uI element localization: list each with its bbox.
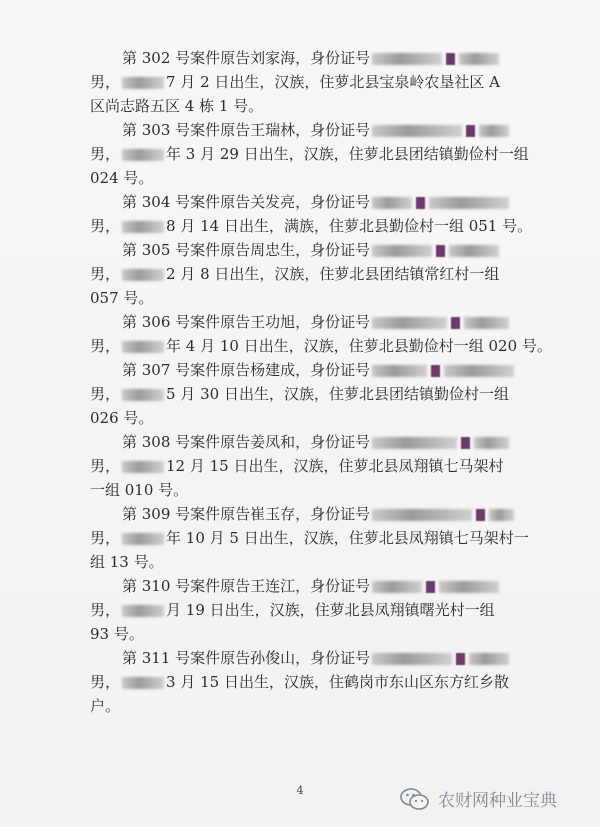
case-heading-text: 第 311 号案件原告孙俊山，身份证号 [122,649,371,667]
redacted-id-number [439,581,499,593]
birth-address-text: 3 月 15 日出生，汉族，住鹤岗市东山区东方红乡散 [166,673,509,691]
gender-text: 男， [90,217,121,235]
redacted-id-number [372,53,442,65]
gender-text: 男， [90,337,121,355]
case-heading-text: 第 310 号案件原告王连江，身份证号 [122,577,371,595]
entry-heading-line [90,358,540,382]
redacted-id-number [372,125,462,137]
redaction-mark [446,53,455,65]
redaction-mark [416,197,425,209]
plaintiff-entry [90,190,540,238]
wechat-icon [400,788,430,810]
watermark-text: 农财网种业宝典 [438,791,557,811]
entry-address-line: 一组 010 号。 [90,481,189,499]
gender-text: 男， [90,601,121,619]
redacted-id-number [372,317,447,329]
plaintiff-entry [90,646,540,718]
redacted-id-number [372,509,472,521]
redacted-id-number [479,125,509,137]
plaintiff-entry [90,118,540,190]
entry-heading-line [90,430,540,454]
redacted-birth-year [122,605,164,617]
redacted-id-number [474,437,509,449]
gender-text: 男， [90,265,121,283]
plaintiff-entry [90,574,540,646]
case-heading-text: 第 307 号案件原告杨建成，身份证号 [122,361,371,379]
entry-address-line: 户。 [90,697,121,715]
entry-heading-line [90,646,540,670]
redacted-birth-year [122,341,164,353]
birth-address-text: 2 月 8 日出生，汉族，住萝北县团结镇常红村一组 [166,265,500,283]
redaction-mark [466,125,475,137]
case-heading-text: 第 303 号案件原告王瑞林，身份证号 [122,121,371,139]
plaintiff-entry [90,430,540,502]
redacted-birth-year [122,269,164,281]
entry-detail-line [90,526,540,550]
plaintiff-list [90,46,552,718]
redacted-birth-year [122,221,164,233]
redacted-birth-year [122,389,164,401]
plaintiff-entry [90,502,540,574]
redacted-id-number [464,317,509,329]
redacted-id-number [449,245,499,257]
entry-address-line: 024 号。 [90,169,154,187]
entry-detail-line [90,262,540,286]
plaintiff-entry [90,310,552,358]
redaction-mark [431,365,440,377]
birth-address-text: 8 月 14 日出生，满族，住萝北县勤俭村一组 051 号。 [166,217,533,235]
gender-text: 男， [90,145,121,163]
birth-address-text: 月 19 日出生，汉族，住萝北县凤翔镇曙光村一组 [166,601,495,619]
redacted-birth-year [122,533,164,545]
entry-address-line: 区尚志路五区 4 栋 1 号。 [90,97,264,115]
redacted-id-number [469,653,509,665]
entry-heading-line [90,238,540,262]
gender-text: 男， [90,73,121,91]
gender-text: 男， [90,673,121,691]
redacted-id-number [372,245,432,257]
redaction-mark [436,245,445,257]
birth-address-text: 年 3 月 29 日出生，汉族，住萝北县团结镇勤俭村一组 [166,145,529,163]
birth-address-text: 年 4 月 10 日出生，汉族，住萝北县勤俭村一组 020 号。 [166,337,552,355]
entry-heading-line [90,190,540,214]
case-heading-text: 第 306 号案件原告王功旭，身份证号 [122,313,371,331]
birth-address-text: 5 月 30 日出生，汉族，住萝北县团结镇勤俭村一组 [166,385,509,403]
entry-address-line: 组 13 号。 [90,553,164,571]
entry-detail-line [90,334,552,358]
gender-text: 男， [90,529,121,547]
gender-text: 男， [90,385,121,403]
entry-detail-line [90,142,540,166]
entry-heading-line [90,46,540,70]
case-heading-text: 第 305 号案件原告周忠生，身份证号 [122,241,371,259]
entry-detail-line [90,382,540,406]
plaintiff-entry [90,358,540,430]
entry-detail-line [90,670,540,694]
redacted-birth-year [122,149,164,161]
plaintiff-entry [90,46,540,118]
watermark [400,786,557,811]
plaintiff-entry [90,238,540,310]
redaction-mark [461,437,470,449]
redacted-id-number [372,437,457,449]
case-heading-text: 第 302 号案件原告刘家海，身份证号 [122,49,371,67]
entry-address-line: 93 号。 [90,625,144,643]
redacted-birth-year [122,677,164,689]
redaction-mark [456,653,465,665]
gender-text: 男， [90,457,121,475]
redacted-id-number [489,509,514,521]
entry-address-line: 026 号。 [90,409,154,427]
redacted-id-number [459,53,499,65]
entry-detail-line [90,454,540,478]
redaction-mark [476,509,485,521]
redacted-id-number [429,197,509,209]
entry-heading-line [90,574,540,598]
redaction-mark [451,317,460,329]
case-heading-text: 第 304 号案件原告关发亮，身份证号 [122,193,371,211]
redacted-id-number [372,197,412,209]
redacted-id-number [372,365,427,377]
entry-heading-line [90,502,540,526]
entry-heading-line [90,118,540,142]
redacted-id-number [372,653,452,665]
entry-detail-line [90,214,540,238]
birth-address-text: 年 10 月 5 日出生，汉族，住萝北县凤翔镇七马架村一 [166,529,529,547]
redaction-mark [426,581,435,593]
redacted-id-number [372,581,422,593]
page-number: 4 [296,784,304,797]
redacted-birth-year [122,461,164,473]
entry-heading-line [90,310,540,334]
case-heading-text: 第 308 号案件原告姜凤和，身份证号 [122,433,371,451]
redacted-id-number [444,365,514,377]
redacted-birth-year [122,77,164,89]
entry-address-line: 057 号。 [90,289,154,307]
entry-detail-line [90,598,540,622]
birth-address-text: 12 月 15 日出生，汉族，住萝北县凤翔镇七马架村 [166,457,504,475]
case-heading-text: 第 309 号案件原告崔玉存，身份证号 [122,505,371,523]
entry-detail-line [90,70,540,94]
birth-address-text: 7 月 2 日出生，汉族，住萝北县宝泉岭农垦社区 A [166,73,501,91]
